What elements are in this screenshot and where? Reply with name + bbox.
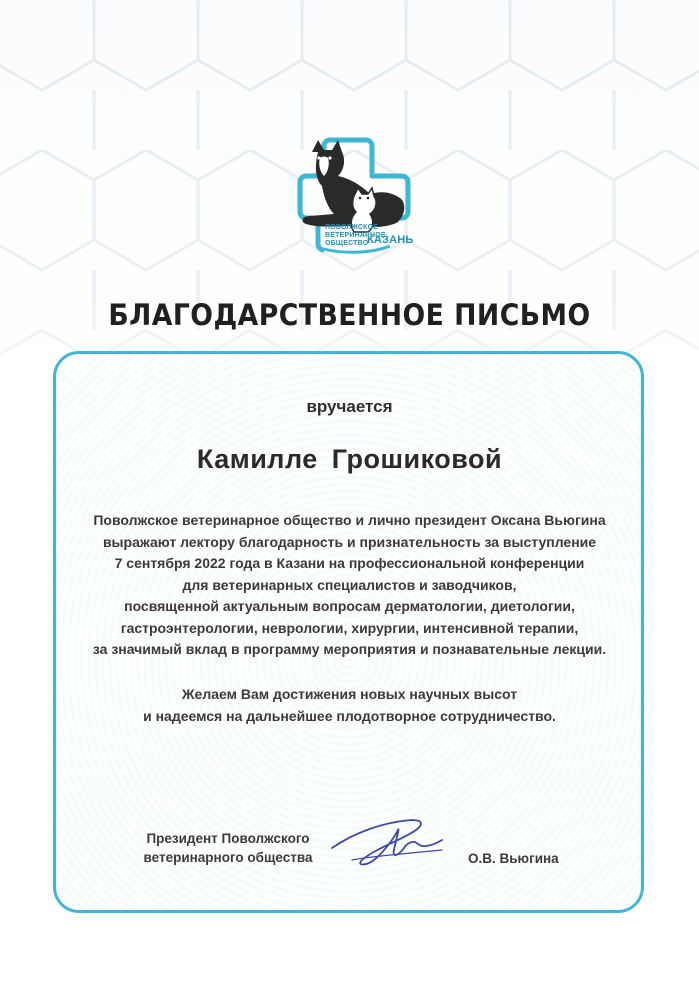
signatory-position (128, 829, 328, 867)
wish-line: Желаем Вам достижения новых научных высот (181, 686, 518, 702)
signatory-position-line-2: ветеринарного общества (143, 850, 313, 865)
letter-body (80, 510, 619, 661)
body-line: для ветеринарных специалистов и заводчиков, (182, 576, 517, 593)
body-line: посвященной актуальным вопросам дерматологии, диетологии, (124, 598, 575, 614)
handwritten-signature (322, 808, 472, 878)
signatory-position-line-1: Президент Поволжского (146, 831, 310, 846)
recipient-name: Камилле Грошиковой (196, 444, 503, 474)
letter-title: БЛАГОДАРСТВЕННОЕ ПИСЬМО (108, 298, 591, 332)
body-line: за значимый вклад в программу мероприятия и познавательные лекции. (92, 641, 607, 657)
body-line: 7 сентября 2022 года в Казани на профессиональной конференции (114, 555, 585, 571)
body-line: Поволжское ветеринарное общество и лично президент Оксана Вьюгина (93, 512, 606, 528)
body-line: гастроэнтерологии, неврологии, хирургии, интенсивной терапии, (120, 619, 579, 636)
wish-line: и надеемся на дальнейшее плодотворное сотрудничество. (143, 707, 556, 724)
logo-name-line-2: ВЕТЕРИНАРНОЕ (325, 232, 386, 239)
logo-city: КАЗАНЬ (367, 234, 414, 246)
letter-wishes (80, 684, 619, 727)
awarded-to-label: вручается (306, 397, 393, 416)
logo-caption (325, 224, 425, 248)
body-line: выражают лектору благодарность и признательность за выступление (102, 533, 597, 550)
logo-name-line-1: ПОВОЛЖСКОЕ (325, 224, 379, 231)
signatory-name: О.В. Вьюгина (468, 851, 559, 866)
logo-name-line-3: ОБЩЕСТВО (325, 240, 369, 247)
